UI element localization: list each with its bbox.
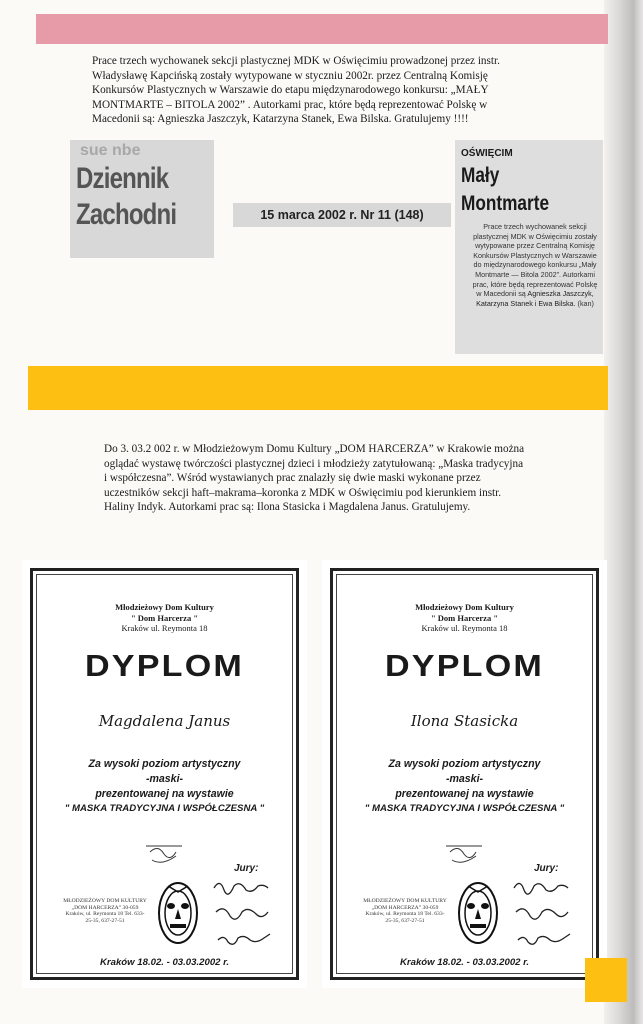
masthead-title-line1: Dziennik [76,162,169,195]
diploma-address: Kraków ul. Reymonta 18 [121,623,208,633]
diploma-organization-name: " Dom Harcerza " [130,613,199,623]
paragraph-line: Prace trzech wychowanek sekcji plastycznej MDK w Oświęcimiu prowadzonej przez instr. [92,55,500,67]
diploma-text: Za wysoki poziom artystyczny [388,758,541,770]
newspaper-masthead [70,140,214,258]
yellow-corner-square [585,958,627,1002]
article-paragraph-2 [104,442,592,515]
clipping-names: Agnieszka Jaszczyk, Katarzyna Stanek i Ewa Bilska. [476,289,594,308]
diploma-text: -maski- [445,773,484,785]
masthead-background-text: sue nbe [80,142,141,159]
clipping-location-tag: OŚWIĘCIM [461,148,513,159]
diploma-organization: Młodzieżowy Dom Kultury [115,602,214,612]
paragraph-line: Macedonii są: Agnieszka Jaszczyk, Katarzyna Stanek, Ewa Bilska. Gratulujemy !!!! [92,113,469,126]
diploma-stamp-text: MŁODZIEŻOWY DOM KULTURY „DOM HARCERZA” 30-059 Kraków, ul. Reymonta 18 Tel. 633-25-35, 637-27-51 [63,898,147,924]
diploma-small-stamp [142,836,190,873]
diploma-organization-name: " Dom Harcerza " [430,613,499,623]
yellow-divider-bar [28,366,608,410]
diploma-jury-label: Jury: [534,863,559,874]
paragraph-line: Konkursów Plastycznych w Warszawie do etapu międzynarodowego konkursu: „MAŁY [92,84,489,97]
diploma-small-stamp [442,836,490,873]
masthead-title-line2: Zachodni [76,198,177,231]
paragraph-line: Do 3. 03.2 002 r. w Młodzieżowym Domu Kultury „DOM HARCERZA” w Krakowie można [104,443,525,455]
newspaper-clipping [455,140,603,354]
jury-signatures [510,878,590,959]
clipping-signature: (kan) [577,298,594,308]
diploma-text: prezentowanej na wystawie [95,788,234,800]
diploma-text: -maski- [145,773,184,785]
diploma-card [322,560,607,988]
jury-signatures [210,878,290,959]
article-paragraph-1 [92,54,590,127]
pink-header-bar [36,14,608,44]
mask-icon [456,880,500,951]
paragraph-line: oglądać wystawę twórczości plastycznej dzieci i młodzieży zatytułowaną: „Maska tradycyjna [104,457,524,470]
paragraph-line: MONTMARTE – BITOLA 2002” . Autorkami prac, które będą reprezentować Polskę w [92,98,488,111]
paragraph-line: uczestników sekcji haft–makrama–koronka z MDK w Oświęcimiu pod kierunkiem instr. [104,486,502,499]
diploma-jury-label: Jury: [234,863,259,874]
diploma-title: DYPLOM [384,648,545,683]
diploma-organization: Młodzieżowy Dom Kultury [415,602,514,612]
diploma-recipient: Magdalena Janus [98,712,231,730]
clipping-body [471,222,599,308]
clipping-body-text: Prace trzech wychowanek sekcji plastycznej MDK w Oświęcimiu zostały wytypowane przez Centralną Komisję Konkursów Plastycznych w Warszawie do międzynarodowego konkursu „Mały Montmarte — Bitola 2002”. Autorkami prac, które będą reprezentować Polskę w Macedonii są [472,222,598,299]
paragraph-line: Władysławę Kapcińską zostały wytypowane w styczniu 2002r. przez Centralną Komisję [92,69,488,82]
paragraph-line: Haliny Indyk. Autorkami prac są: Ilona Stasicka i Magdalena Janus. Gratulujemy. [104,501,471,514]
diploma-date: Kraków 18.02. - 03.03.2002 r. [399,957,530,968]
diploma-text: prezentowanej na wystawie [395,788,534,800]
diploma-exhibition-title: " MASKA TRADYCYJNA I WSPÓŁCZESNA " [364,803,565,814]
diploma-date: Kraków 18.02. - 03.03.2002 r. [99,957,230,968]
diploma-exhibition-title: " MASKA TRADYCYJNA I WSPÓŁCZESNA " [64,803,265,814]
diploma-stamp-text: MŁODZIEŻOWY DOM KULTURY „DOM HARCERZA” 30-059 Kraków, ul. Reymonta 18 Tel. 633-25-35, 637-27-51 [363,898,447,924]
mask-icon [156,880,200,951]
page-edge-shadow [604,0,643,1024]
diploma-recipient: Ilona Stasicka [410,712,519,730]
paragraph-line: i współczesna”. Wśród wystawianych prac znalazły się dwie maski wykonane przez [104,472,481,485]
clipping-headline: Mały Montmarte [461,164,550,215]
diploma-card [22,560,307,988]
diploma-text: Za wysoki poziom artystyczny [88,758,241,770]
diploma-title: DYPLOM [84,648,245,683]
diploma-address: Kraków ul. Reymonta 18 [421,623,508,633]
newspaper-dateline: 15 marca 2002 r. Nr 11 (148) [233,203,451,227]
